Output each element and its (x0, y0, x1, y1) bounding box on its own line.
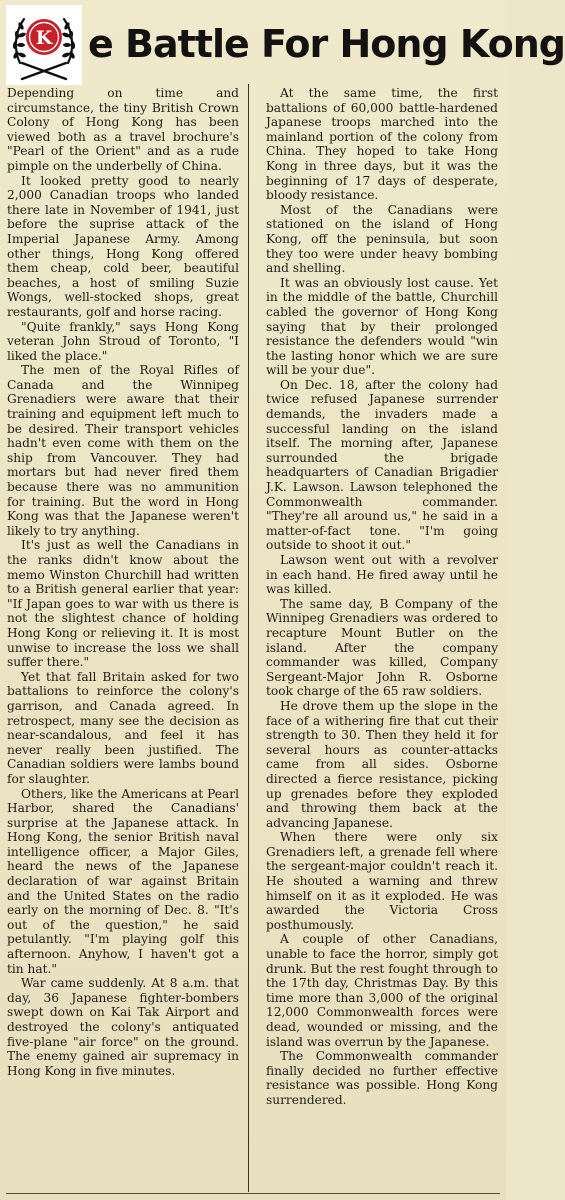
right-paragraph-9: A couple of other Canadians, unable to face the horror, simply got drunk. But the rest fought through to the 17th day, Christmas Day. By this time more than 3,000 of the original 12,000 Commonwealth forces were dead, wounded or missing, and the island was overrun by the Japanese. (266, 932, 498, 1049)
right-paragraph-4: On Dec. 18, after the colony had twice refused Japanese surrender demands, the invaders made a successful landing on the island itself. The morning after, Japanese surrounded the brigade headquarters of Canadian Brigadier J.K. Lawson. Lawson telephoned the Commonwealth commander. "They're all around us," he said in a matter-of-fact tone. "I'm going outside to shoot it out." (266, 377, 498, 553)
logo-letter: K (35, 27, 53, 49)
left-paragraph-1: Depending on time and circumstance, the tiny British Crown Colony of Hong Kong has been viewed both as a travel brochure's "Pearl of the Orient" and as a rude pimple on the underbelly of China. (7, 86, 239, 173)
right-paragraph-2: Most of the Canadians were stationed on the island of Hong Kong, off the peninsula, but soon they too were under heavy bombing and shelling. (266, 202, 498, 276)
left-column (7, 86, 239, 1078)
right-paragraph-1: At the same time, the first battalions of 60,000 battle-hardened Japanese troops marched into the mainland portion of the colony from China. They hoped to take Hong Kong in three days, but it was the beginning of 17 days of desperate, bloody resistance. (266, 86, 498, 203)
right-paragraph-6: The same day, B Company of the Winnipeg Grenadiers was ordered to recapture Mount Butler on the island. After the company commander was killed, Company Sergeant-Major John R. Osborne took charge of the 65 raw soldiers. (266, 596, 498, 699)
left-paragraph-5: It's just as well the Canadians in the ranks didn't know about the memo Winston Churchill had written to a British general earlier that year: "If Japan goes to war with us there is not the slightest chance of holding Hong Kong or relieving it. It is most unwise to increase the loss we shall suffer there." (7, 538, 239, 670)
left-paragraph-8: War came suddenly. At 8 a.m. that day, 36 Japanese fighter-bombers swept down on Kai Tak Airport and destroyed the colony's antiquated five-plane "air force" on the ground. The enemy gained air supremacy in Hong Kong in five minutes. (7, 976, 239, 1078)
left-paragraph-7: Others, like the Americans at Pearl Harbor, shared the Canadians' surprise at the Japanese attack. In Hong Kong, the senior British naval intelligence officer, a Major Giles, heard the news of the Japanese declaration of war against Britain and the United States on the radio early on the morning of Dec. 8. "It's out of the question," he said petulantly. "I'm playing golf this afternoon. Anyhow, I haven't got a tin hat." (7, 786, 239, 976)
right-paragraph-8: When there were only six Grenadiers left, a grenade fell where the sergeant-major couldn't reach it. He shouted a warning and threw himself on it as it exploded. He was awarded the Victoria Cross posthumously. (266, 830, 498, 932)
left-paragraph-3: "Quite frankly," says Hong Kong veteran John Stroud of Toronto, "I liked the place." (7, 319, 239, 363)
right-paragraph-10: The Commonwealth commander finally decided no further effective resistance was possible. Hong Kong surrendered. (266, 1049, 498, 1107)
right-column (266, 86, 498, 1108)
right-paragraph-3: It was an obviously lost cause. Yet in the middle of the battle, Churchill cabled the governor of Hong Kong saying that by their prolonged resistance the defenders would "win the lasting honor which we are sure will be your due". (266, 275, 498, 378)
column-divider (248, 84, 249, 1192)
right-paragraph-7: He drove them up the slope in the face of a withering fire that cut their strength to 30. Then they held it for several hours as counter-attacks came from all sides. Osborne directed a fierce resistance, picking up grenades before they exploded and throwing them back at the advancing Japanese. (266, 698, 498, 830)
k-medallion-logo-icon (6, 5, 82, 85)
bottom-rule (6, 1193, 500, 1194)
article-headline: e Battle For Hong Kong (88, 22, 565, 66)
left-paragraph-6: Yet that fall Britain asked for two battalions to reinforce the colony's garrison, and Canada agreed. In retrospect, many see the decision as near-scandalous, and feel it has never really been justified. The Canadian soldiers were lambs bound for slaughter. (7, 669, 239, 786)
laurel-wreath-icon (6, 5, 82, 85)
right-paragraph-5: Lawson went out with a revolver in each hand. He fired away until he was killed. (266, 553, 498, 597)
left-paragraph-2: It looked pretty good to nearly 2,000 Canadian troops who landed there late in November of 1941, just before the suprise attack of the Imperial Japanese Army. Among other things, Hong Kong offered them cheap, cold beer, beautiful beaches, a host of smiling Suzie Wongs, well-stocked shops, great restaurants, golf and horse racing. (7, 173, 239, 319)
left-paragraph-4: The men of the Royal Rifles of Canada and the Winnipeg Grenadiers were aware that their training and equipment left much to be desired. Their transport vehicles hadn't even come with them on the ship from Vancouver. They had mortars but had never fired them because there was no ammunition for training. But the word in Hong Kong was that the Japanese weren't likely to try anything. (7, 363, 239, 538)
